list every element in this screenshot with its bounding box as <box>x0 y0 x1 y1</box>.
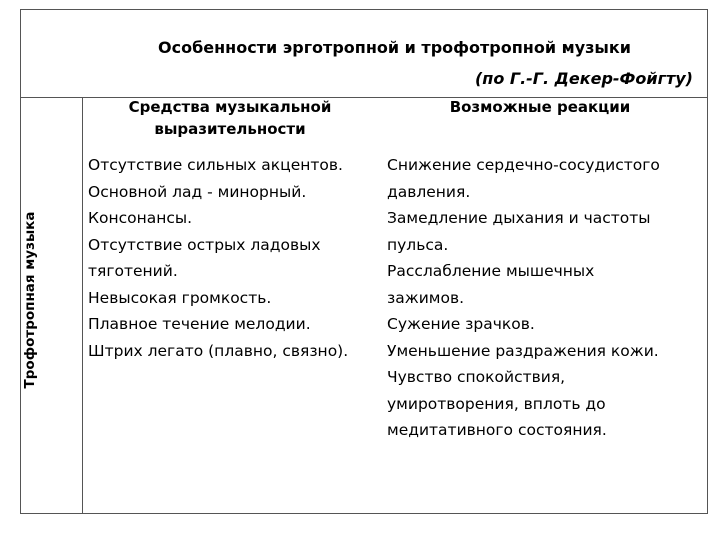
reactions-line: давления. <box>387 182 471 201</box>
means-header-line-2: выразительности <box>154 120 306 138</box>
side-column-divider <box>82 97 83 513</box>
reactions-line: Расслабление мышечных <box>387 262 595 280</box>
reactions-line: пульса. <box>387 235 449 254</box>
means-line: Отсутствие сильных акцентов. <box>88 156 343 174</box>
reactions-line: Чувство спокойствия, <box>387 368 566 386</box>
side-label: Трофотропная музыка <box>22 211 38 389</box>
means-line: Отсутствие острых ладовых <box>88 235 321 254</box>
means-line: Консонансы. <box>88 209 193 227</box>
means-line: тяготений. <box>88 262 178 280</box>
reactions-column-header: Возможные реакции <box>449 98 631 116</box>
table-subtitle: (по Г.-Г. Декер-Фойгту) <box>474 69 693 88</box>
reactions-line: медитативного состояния. <box>387 421 607 439</box>
reactions-line: умиротворения, вплоть до <box>387 394 606 413</box>
means-header-line-1: Средства музыкальной <box>128 98 332 116</box>
means-line: Невысокая громкость. <box>88 288 272 307</box>
means-line: Штрих легато (плавно, связно). <box>88 341 349 360</box>
reactions-line: Уменьшение раздражения кожи. <box>387 341 659 360</box>
reactions-line: зажимов. <box>387 288 465 307</box>
reactions-line: Снижение сердечно-сосудистого <box>387 156 660 174</box>
means-column-header <box>95 96 365 140</box>
reactions-list <box>387 152 707 444</box>
table-title: Особенности эрготропной и трофотропной музыки <box>158 38 631 57</box>
means-line: Основной лад - минорный. <box>88 182 307 201</box>
reactions-line: Замедление дыхания и частоты <box>387 209 651 227</box>
reactions-line: Сужение зрачков. <box>387 315 535 333</box>
means-line: Плавное течение мелодии. <box>88 315 311 333</box>
means-list <box>88 152 388 364</box>
